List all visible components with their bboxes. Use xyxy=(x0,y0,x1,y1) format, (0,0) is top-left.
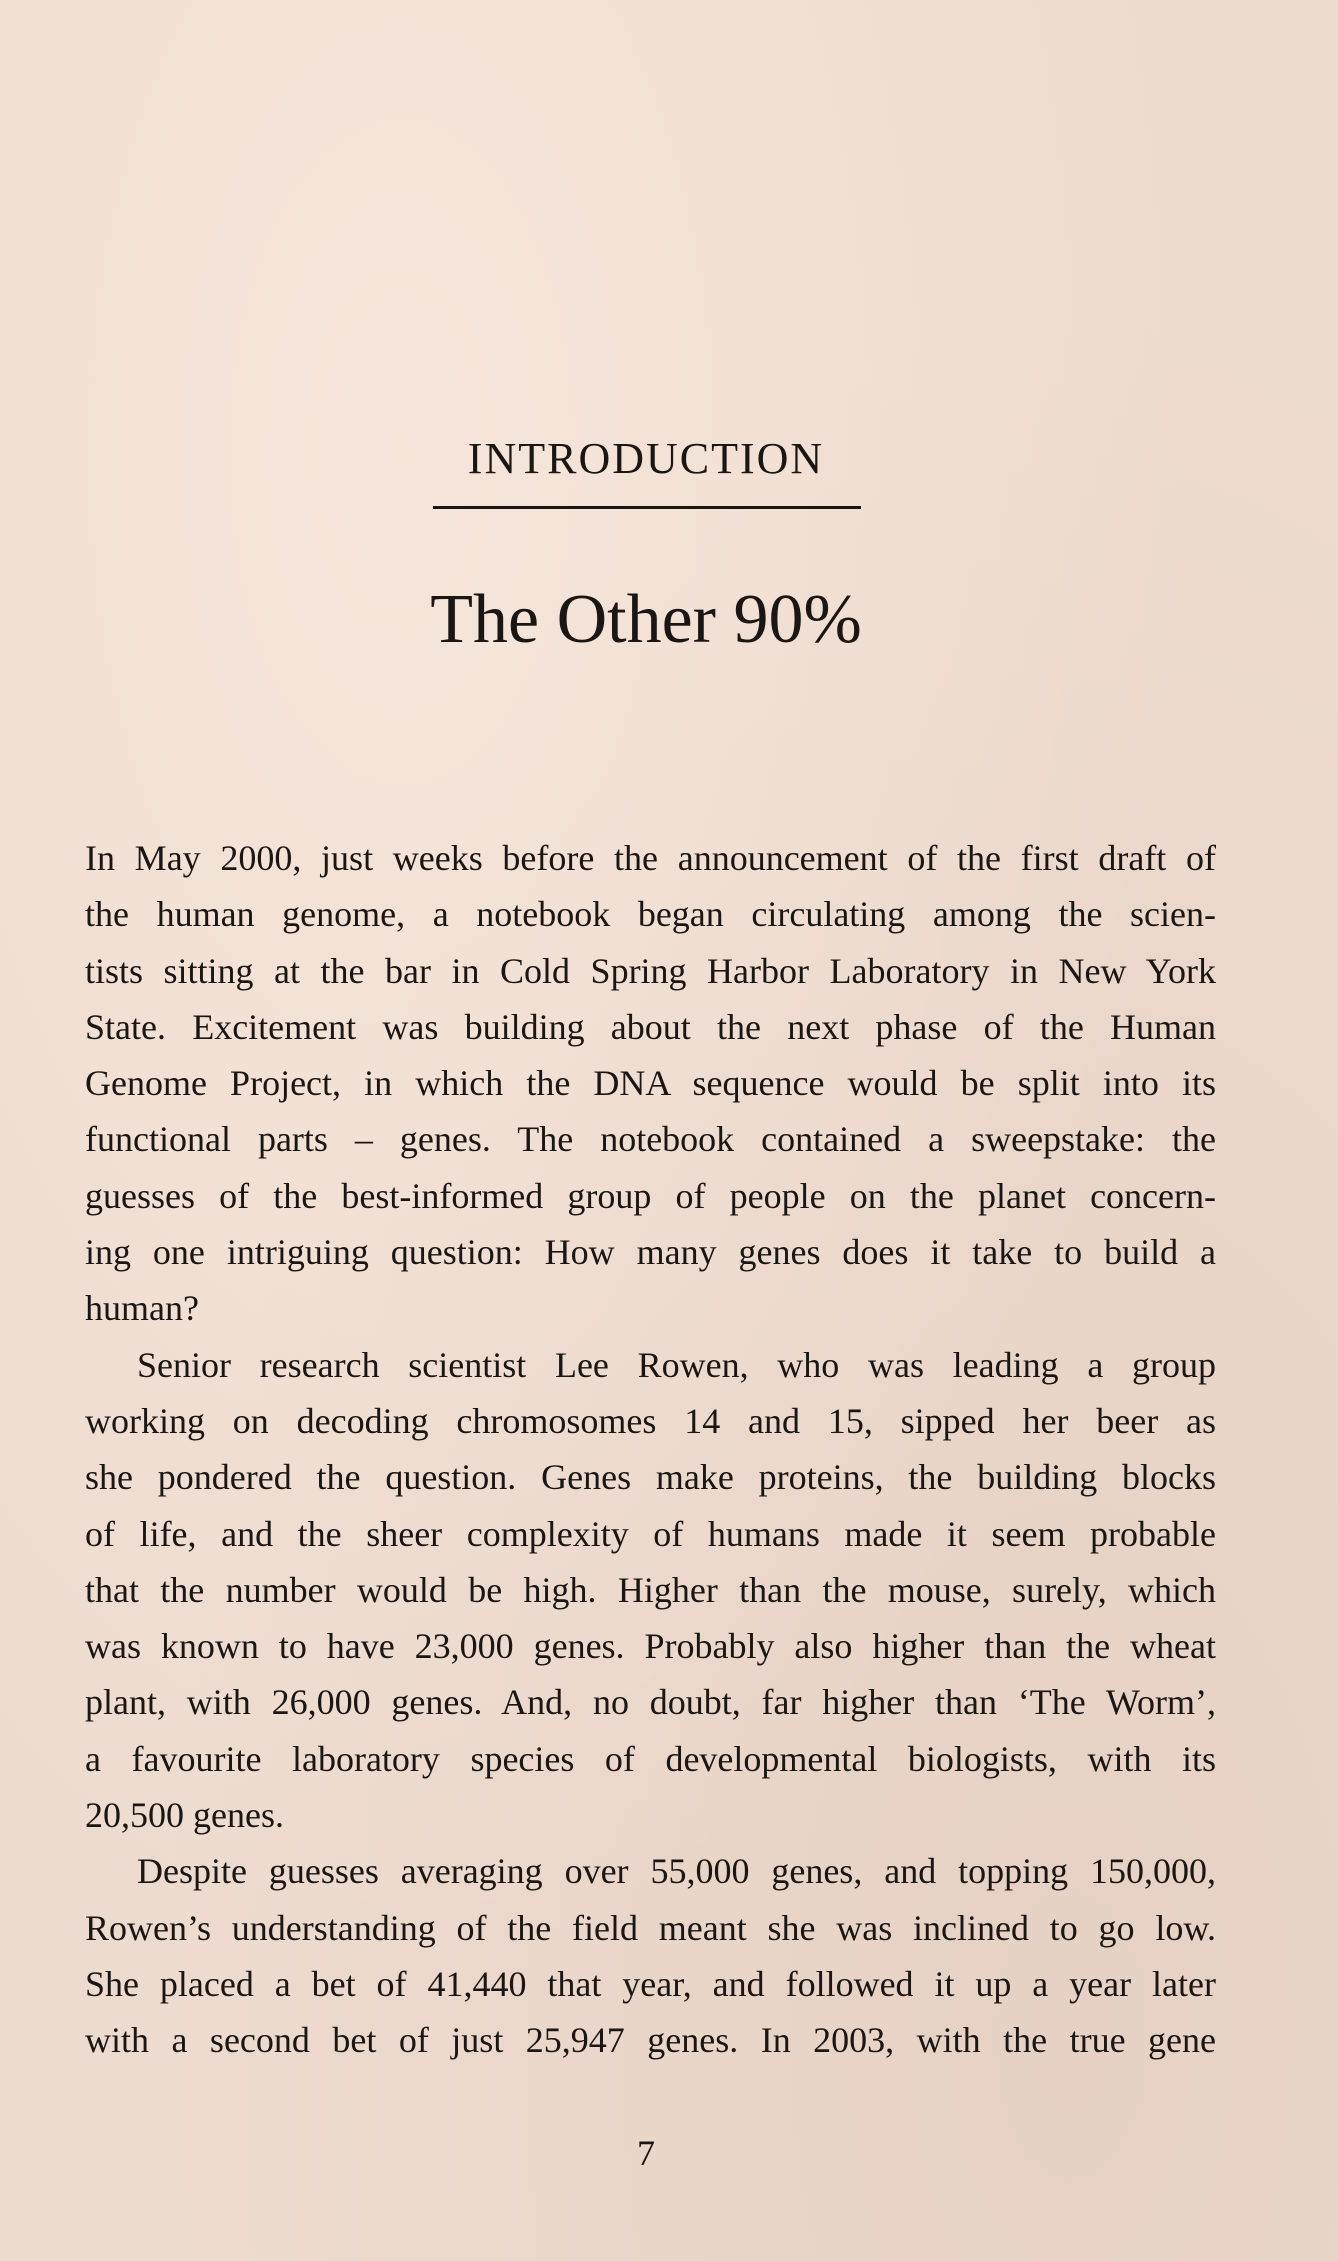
text-line: Genome Project, in which the DNA sequence would be split into its xyxy=(85,1063,1216,1104)
text-line: She placed a bet of 41,440 that year, and followed it up a year later xyxy=(85,1963,1216,2004)
text-line: was known to have 23,000 genes. Probably also higher than the wheat xyxy=(85,1626,1216,1667)
page-number: 7 xyxy=(637,2133,655,2173)
chapter-title: The Other 90% xyxy=(430,581,862,658)
heading-underline xyxy=(433,506,861,509)
text-line: with a second bet of just 25,947 genes. In 2003, with the true gene xyxy=(85,2020,1216,2061)
text-line: of life, and the sheer complexity of humans made it seem probable xyxy=(85,1513,1216,1554)
text-line: In May 2000, just weeks before the announcement of the first draft of xyxy=(85,838,1216,878)
text-line: ing one intriguing question: How many genes does it take to build a xyxy=(85,1232,1216,1273)
chapter-label: INTRODUCTION xyxy=(467,434,825,483)
text-line: functional parts – genes. The notebook contained a sweepstake: the xyxy=(85,1119,1216,1160)
body-text xyxy=(85,830,1216,2069)
text-line: that the number would be high. Higher than the mouse, surely, which xyxy=(85,1569,1216,1610)
text-line: tists sitting at the bar in Cold Spring Harbor Laboratory in New York xyxy=(85,950,1216,991)
text-line: 20,500 genes. xyxy=(85,1795,284,1836)
text-line: plant, with 26,000 genes. And, no doubt, far higher than ‘The Worm’, xyxy=(85,1682,1216,1723)
text-line: human? xyxy=(85,1288,199,1329)
text-line: State. Excitement was building about the next phase of the Human xyxy=(85,1006,1216,1047)
text-line: Senior research scientist Lee Rowen, who was leading a group xyxy=(137,1344,1216,1385)
text-line: Despite guesses averaging over 55,000 genes, and topping 150,000, xyxy=(137,1851,1216,1892)
text-line: guesses of the best-informed group of people on the planet concern- xyxy=(85,1175,1216,1216)
text-line: working on decoding chromosomes 14 and 15, sipped her beer as xyxy=(85,1400,1216,1441)
text-line: Rowen’s understanding of the field meant she was inclined to go low. xyxy=(85,1907,1216,1948)
text-line: a favourite laboratory species of developmental biologists, with its xyxy=(85,1738,1216,1779)
text-line: she pondered the question. Genes make proteins, the building blocks xyxy=(85,1457,1216,1498)
text-line: the human genome, a notebook began circulating among the scien- xyxy=(85,894,1216,935)
